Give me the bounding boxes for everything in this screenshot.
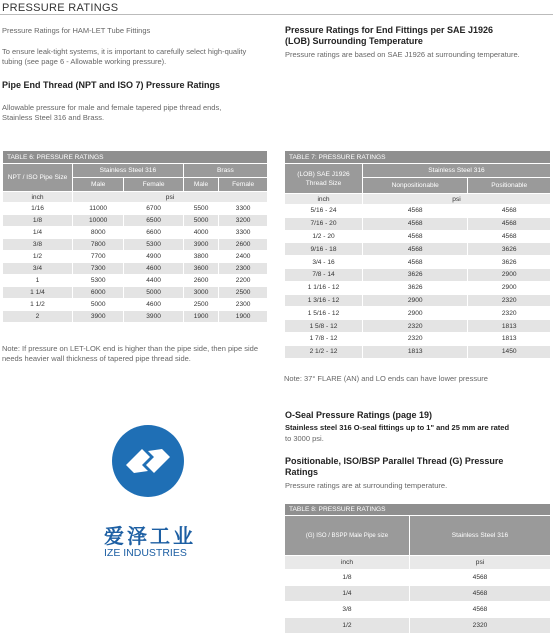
table-6-row	[3, 287, 268, 299]
table-6-cell: 3000	[183, 287, 218, 299]
table-8-col-pipe-size: (G) ISO / BSPP Male Pipe size	[285, 516, 410, 556]
title-divider	[0, 14, 553, 15]
table-6-cell: 2300	[219, 299, 268, 311]
table-6-sub-male: Male	[183, 178, 218, 192]
table-7-row	[285, 281, 551, 294]
table-6-cell: 3800	[183, 251, 218, 263]
table-7-row	[285, 307, 551, 320]
table-6-cell: 6500	[124, 215, 183, 227]
table-8-cell: 1/4	[285, 586, 410, 602]
table-6-group-ss316: Stainless Steel 316	[73, 164, 184, 178]
table-6-row	[3, 275, 268, 287]
table-7-row	[285, 256, 551, 269]
table-8-row	[285, 618, 551, 634]
table-7-row	[285, 345, 551, 358]
table-6-cell: 1 1/2	[3, 299, 73, 311]
table-6-group-brass: Brass	[183, 164, 267, 178]
table-6-cell: 3600	[183, 263, 218, 275]
table-7-cell: 1 5/16 - 12	[285, 307, 363, 320]
table-8-cell: 4568	[410, 602, 551, 618]
logo-english-name: IZE INDUSTRIES	[104, 547, 187, 559]
table-8-unit-inch: inch	[285, 556, 410, 570]
table-8-cell: 1/8	[285, 570, 410, 586]
oseal-bold-text: Stainless steel 316 O-seal fittings up to 1" and 25 mm are rated	[285, 423, 510, 432]
positionable-heading: Positionable, ISO/BSP Parallel Thread (G) Pressure Ratings	[285, 456, 504, 477]
table-7-cell: 4568	[363, 243, 468, 256]
table-6-cell: 4600	[124, 299, 183, 311]
table-6-row	[3, 215, 268, 227]
table-7-cell: 1813	[363, 345, 468, 358]
table-6-col-pipe-size: NPT / ISO Pipe Size	[3, 164, 73, 192]
table-6-cell: 4000	[183, 227, 218, 239]
table-8-cell: 2320	[410, 618, 551, 634]
table-6-body	[3, 203, 268, 323]
table-7-caption: TABLE 7: PRESSURE RATINGS	[285, 151, 551, 164]
table-6-cell: 3900	[183, 239, 218, 251]
table-6-unit-psi: psi	[73, 192, 268, 203]
table-6-cell: 5500	[183, 203, 218, 215]
sae-heading: Pressure Ratings for End Fittings per SAE J1926 (LOB) Surrounding Temperature	[285, 25, 494, 46]
table-6-row	[3, 227, 268, 239]
table-8-row	[285, 602, 551, 618]
table-6-cell: 5300	[124, 239, 183, 251]
table-7-cell: 1 5/8 - 12	[285, 320, 363, 333]
table-6-cell: 1 1/4	[3, 287, 73, 299]
table-6-cell: 2200	[219, 275, 268, 287]
table-7	[284, 150, 551, 359]
table-6-caption: TABLE 6: PRESSURE RATINGS	[3, 151, 268, 164]
table-6-row	[3, 299, 268, 311]
table-6-row	[3, 311, 268, 323]
table-7-unit-psi: psi	[363, 194, 551, 205]
table-6-row	[3, 239, 268, 251]
table-6-cell: 2400	[219, 251, 268, 263]
table-7-cell: 3626	[468, 256, 551, 269]
table-6-cell: 5000	[183, 215, 218, 227]
pipe-end-heading: Pipe End Thread (NPT and ISO 7) Pressure Ratings	[2, 80, 221, 90]
table-6-row	[3, 263, 268, 275]
table-7-cell: 1813	[468, 332, 551, 345]
table-6-cell: 1900	[219, 311, 268, 323]
table-7-cell: 2 1/2 - 12	[285, 345, 363, 358]
table-6-cell: 4400	[124, 275, 183, 287]
table-6-cell: 10000	[73, 215, 124, 227]
table-7-unit-inch: inch	[285, 194, 363, 205]
table-6-cell: 2300	[219, 263, 268, 275]
table-7-cell: 1 1/16 - 12	[285, 281, 363, 294]
table-8-unit-psi: psi	[410, 556, 551, 570]
table-8-cell: 4568	[410, 586, 551, 602]
table-7-cell: 3626	[468, 243, 551, 256]
ize-logo	[112, 425, 184, 497]
table-6-cell: 1/4	[3, 227, 73, 239]
table-6-cell: 4600	[124, 263, 183, 275]
table-7-body	[285, 205, 551, 359]
intro-body: To ensure leak-tight systems, it is important to carefully select high-quality tubing (see page 6 - Allowable working pressure).	[2, 47, 247, 66]
table-6-cell: 3200	[219, 215, 268, 227]
table-6-cell: 2500	[219, 287, 268, 299]
table-7-cell: 3626	[363, 281, 468, 294]
table-6-cell: 2600	[219, 239, 268, 251]
table-7-cell: 7/8 - 14	[285, 268, 363, 281]
table-7-cell: 1 3/16 - 12	[285, 294, 363, 307]
table-6-sub-male: Male	[73, 178, 124, 192]
table-6-sub-female: Female	[219, 178, 268, 192]
logo-chinese-name: 爱泽工业	[104, 526, 196, 548]
table-7-cell: 4568	[363, 230, 468, 243]
oseal-heading: O-Seal Pressure Ratings (page 19)	[285, 410, 433, 420]
table-7-row	[285, 320, 551, 333]
oseal-body: to 3000 psi.	[285, 434, 324, 443]
positionable-body: Pressure ratings are at surrounding temperature.	[285, 481, 448, 490]
table-7-row	[285, 217, 551, 230]
table-8-row	[285, 570, 551, 586]
table-7-cell: 2900	[468, 268, 551, 281]
table-6-cell: 3300	[219, 203, 268, 215]
table-6-cell: 5000	[124, 287, 183, 299]
table-6-cell: 6000	[73, 287, 124, 299]
table-6-cell: 2500	[183, 299, 218, 311]
table-7-row	[285, 294, 551, 307]
table-7-row	[285, 205, 551, 218]
pipe-end-body: Allowable pressure for male and female tapered pipe thread ends, Stainless Steel 316 and Brass.	[2, 103, 222, 122]
table-6-cell: 2600	[183, 275, 218, 287]
table-8-cell: 3/8	[285, 602, 410, 618]
table-7-group-ss316: Stainless Steel 316	[363, 164, 551, 178]
table-8-caption: TABLE 8: PRESSURE RATINGS	[285, 504, 551, 516]
table-7-cell: 2900	[363, 307, 468, 320]
table-7-cell: 7/16 - 20	[285, 217, 363, 230]
table-7-cell: 3/4 - 16	[285, 256, 363, 269]
table-6-cell: 3900	[73, 311, 124, 323]
table-7-cell: 2320	[363, 332, 468, 345]
table-6-cell: 1/2	[3, 251, 73, 263]
table-7-row	[285, 268, 551, 281]
table-6-cell: 1/8	[3, 215, 73, 227]
table-7-cell: 2320	[468, 294, 551, 307]
table-7-col-thread-size: (LOB) SAE J1926 Thread Size	[285, 164, 363, 194]
table-7-cell: 4568	[363, 205, 468, 218]
table-8-body	[285, 570, 551, 634]
table-7-cell: 4568	[363, 217, 468, 230]
table-7-cell: 2900	[468, 281, 551, 294]
table-6-cell: 4900	[124, 251, 183, 263]
table-6-cell: 6600	[124, 227, 183, 239]
ize-logo-mark-icon	[112, 425, 184, 497]
table-7-row	[285, 332, 551, 345]
table-7-sub-nonpositionable: Nonpositionable	[363, 178, 468, 194]
table-7-cell: 4568	[468, 230, 551, 243]
table-6-unit-inch: inch	[3, 192, 73, 203]
table-6-cell: 6700	[124, 203, 183, 215]
table-6-cell: 8000	[73, 227, 124, 239]
table-7-cell: 4568	[468, 217, 551, 230]
table-7-cell: 2320	[363, 320, 468, 333]
table-7-cell: 1 7/8 - 12	[285, 332, 363, 345]
table-6-note: Note: If pressure on LET-LOK end is higher than the pipe side, then pipe side needs heavier wall thickness of tapered pipe thread side.	[2, 344, 258, 363]
table-7-cell: 4568	[468, 205, 551, 218]
table-8-cell: 4568	[410, 570, 551, 586]
table-6-cell: 1900	[183, 311, 218, 323]
table-7-cell: 1/2 - 20	[285, 230, 363, 243]
table-7-cell: 2900	[363, 294, 468, 307]
table-7-cell: 2320	[468, 307, 551, 320]
table-7-cell: 9/16 - 18	[285, 243, 363, 256]
table-6-cell: 11000	[73, 203, 124, 215]
table-7-cell: 4568	[363, 256, 468, 269]
table-8-row	[285, 586, 551, 602]
table-8	[284, 503, 551, 634]
table-8-group-ss316: Stainless Steel 316	[410, 516, 551, 556]
table-7-cell: 3626	[363, 268, 468, 281]
table-6-cell: 7700	[73, 251, 124, 263]
table-6-row	[3, 203, 268, 215]
table-6-cell: 2	[3, 311, 73, 323]
table-6-cell: 3/4	[3, 263, 73, 275]
table-6-cell: 1/16	[3, 203, 73, 215]
intro-subtitle: Pressure Ratings for HAM-LET Tube Fittings	[2, 26, 151, 35]
table-6-row	[3, 251, 268, 263]
table-7-note: Note: 37° FLARE (AN) and LO ends can have lower pressure	[284, 374, 488, 383]
table-7-row	[285, 230, 551, 243]
table-6-cell: 3/8	[3, 239, 73, 251]
table-7-cell: 1813	[468, 320, 551, 333]
table-6	[2, 150, 268, 323]
table-7-cell: 1450	[468, 345, 551, 358]
table-7-sub-positionable: Positionable	[468, 178, 551, 194]
table-6-cell: 7800	[73, 239, 124, 251]
table-7-row	[285, 243, 551, 256]
table-6-cell: 3900	[124, 311, 183, 323]
table-6-cell: 1	[3, 275, 73, 287]
page-title: PRESSURE RATINGS	[2, 2, 119, 14]
table-6-sub-female: Female	[124, 178, 183, 192]
table-6-cell: 3300	[219, 227, 268, 239]
table-8-cell: 1/2	[285, 618, 410, 634]
table-6-cell: 5300	[73, 275, 124, 287]
table-7-cell: 5/16 - 24	[285, 205, 363, 218]
table-6-cell: 7300	[73, 263, 124, 275]
sae-body: Pressure ratings are based on SAE J1926 at surrounding temperature.	[285, 50, 520, 59]
table-6-cell: 5000	[73, 299, 124, 311]
